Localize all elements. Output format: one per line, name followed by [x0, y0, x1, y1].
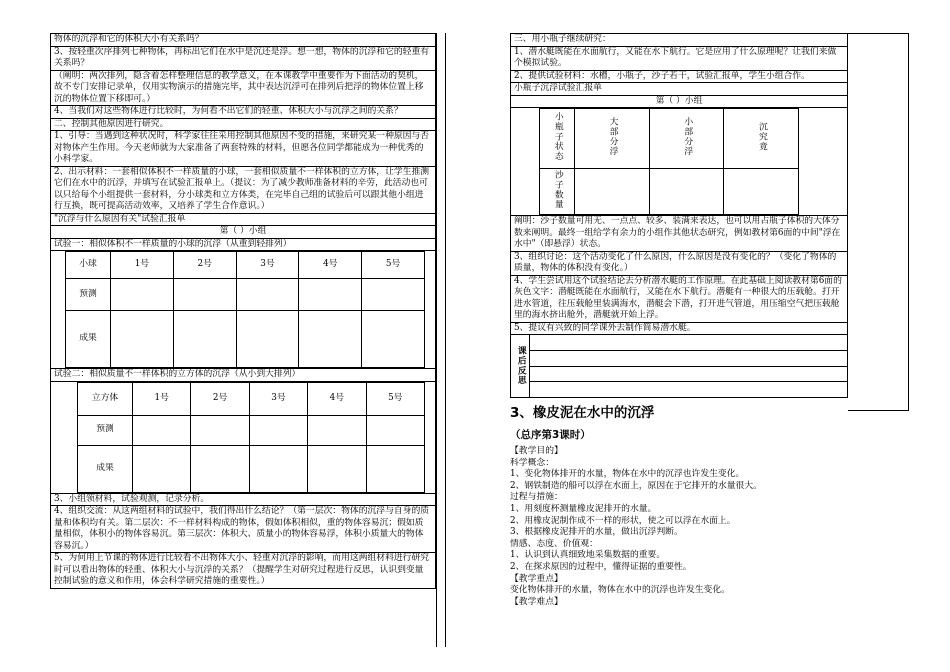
left-after-1: 4、组织交流：从这两组材料的试验中，我们得出什么结论？（第一层次：物体的沉浮与自身的质量和体积均有关。第二层次：不一样材料构成的物体，假如体积相似，重的物体容易沉；假如质量相似，体积小的物体容易沉。第三层次：体积大、质量小的物体容易浮，体积小质量大的物体容易沉。）: [50, 506, 436, 553]
t1-cell: [111, 279, 174, 311]
t3-head-1: [575, 109, 650, 169]
body-line: 【教学重点】: [510, 573, 563, 584]
lesson-subtitle: （总序第3课时）: [510, 429, 591, 441]
t1-head-2: 2号: [173, 252, 236, 279]
left-row-7: "沉浮与什么原因有关"试验汇报单: [50, 214, 436, 227]
right-margin-strip: [848, 33, 909, 411]
body-line: 1、用刻度杯测量橡皮泥排开的水量。: [510, 503, 657, 514]
right-row-0: 三、用小瓶子继续研究：: [510, 33, 848, 47]
t3-cell: [649, 169, 724, 215]
left-row-4: 二、控制其他原因进行研究。: [50, 119, 436, 132]
reflect-label: 课后反思: [515, 346, 526, 386]
left-column: [50, 33, 436, 589]
t2-cell: [133, 445, 191, 492]
t3-row-sand-text: 沙子数量: [552, 169, 563, 209]
table-bottle: [539, 108, 799, 215]
lesson-title: 3、橡皮泥在水中的沉浮: [510, 405, 655, 421]
t2-cell: [191, 445, 249, 492]
left-row-2: （阐明：两次排列，隐含着怎样整理信息的教学意义，在本课教学中重要作为下面活动的契机，故不专门安排记录单，仅用实物演示的措施完毕，其中表达沉浮可在排列后把浮的物体位置上移沉的物体位置下移即可。）: [50, 71, 436, 107]
t1-cell: [111, 311, 174, 368]
right-row-2: 2、提供试验材料：水槽，小瓶子，沙子若干，试验汇报单，学生小组合作。: [510, 71, 848, 84]
body-line: 2、在探求原因的过程中，懂得证据的重要性。: [510, 561, 692, 572]
left-row-1: 3、按轻重次序排列七种物体，再标出它们在水中是沉还是浮。想一想，物体的沉浮和它的轻重有关系吗？: [50, 47, 436, 71]
t2-cell: [366, 415, 424, 445]
reflect-label-cell: [511, 335, 530, 397]
t2-cell: [366, 445, 424, 492]
table-exp2: [77, 382, 425, 493]
t2-cell: [249, 415, 307, 445]
t1-head-5: 5号: [362, 252, 425, 279]
t1-head-1: 1号: [111, 252, 174, 279]
reflect-line: [530, 335, 847, 351]
left-after-2: 5、为何用上节课的物体进行比较看不出物体大小、轻重对沉浮的影响，而用这两组材料进行研究时可以看出物体的轻重、体积大小与沉浮的关系？（提醒学生对研究过程进行反思，认识到变量控制试验的意义和作用，体会科学研究措施的重要性。）: [50, 553, 436, 589]
left-row-3: 4、当我们对这些物体进行比较时，为何看不出它们的轻重、体积大小与沉浮之间的关系？: [50, 106, 436, 119]
left-row-9: 试验一：相似体积不一样质量的小球的沉浮（从重到轻排列）: [50, 239, 436, 252]
t3-head-3-text: 沉究竟: [756, 121, 767, 151]
t2-cell: [308, 415, 366, 445]
t3-head-2-text: 小部分浮: [682, 116, 693, 156]
right-after-0: 阐明：沙子数量可用无、一点点、较多、装满来表达，也可以用占瓶子体积的大体分数来阐明。最终一组给学有余力的小组作其他状态研究，例如教材第6面的中间"浮在水中"（即悬浮）状态。: [510, 216, 848, 252]
body-line: 3、根据橡皮泥排开的水量，做出沉浮判断。: [510, 527, 683, 538]
table-exp1: [65, 251, 425, 368]
table2-wrap: [50, 382, 436, 494]
body-line: 变化物体排开的水量，物体在水中的沉浮也许发生变化。: [510, 585, 730, 596]
t2-row-predict: 预测: [78, 415, 133, 445]
t2-head-0: 立方体: [78, 382, 133, 415]
left-row-8: 第（ ）小组: [50, 226, 436, 239]
body-line: 2、钢铁制造的船可以浮在水面上，原因在于它排开的水量很大。: [510, 480, 762, 491]
lesson-body: [510, 446, 848, 608]
t3-head-1-text: 大部分浮: [607, 116, 618, 156]
t3-cell: [575, 169, 650, 215]
body-line: 1、认识到认真细致地采集数据的重要。: [510, 550, 666, 561]
right-row-3: 小瓶子沉浮试验汇报单: [510, 83, 848, 96]
t1-cell: [236, 279, 299, 311]
t3-head-2: [649, 109, 724, 169]
left-exp2-title: 试验二：相似质量不一样体积的立方体的沉浮（从小到大排列）: [50, 369, 436, 382]
table3-wrap: [510, 108, 848, 216]
t1-row-result: 成果: [66, 311, 111, 368]
t2-cell: [249, 445, 307, 492]
t3-head-3: [724, 109, 799, 169]
right-after-1: 3、组织讨论：这个活动变化了什么原因，什么原因是没有变化的？（变化了物体的质量，物体的体积没有变化。）: [510, 252, 848, 276]
body-line: 科学概念：: [510, 457, 554, 468]
t1-cell: [173, 311, 236, 368]
right-column: [510, 33, 848, 608]
table1-wrap: [50, 251, 436, 369]
body-line: 2、用橡皮泥制作成不一样的形状，使之可以浮在水面上。: [510, 515, 736, 526]
body-line: 【教学难点】: [510, 596, 563, 607]
left-margin-strip: [436, 33, 446, 647]
t2-head-5: 5号: [366, 382, 424, 415]
t1-head-3: 3号: [236, 252, 299, 279]
t3-row-sand: [540, 169, 575, 215]
t2-head-3: 3号: [249, 382, 307, 415]
t2-cell: [133, 415, 191, 445]
t1-cell: [362, 279, 425, 311]
t1-head-0: 小球: [66, 252, 111, 279]
t3-head-0-text: 小瓶子状态: [552, 111, 563, 161]
t3-cell: [724, 169, 799, 215]
body-line: 【教学目的】: [510, 446, 563, 456]
reflect-line: [530, 351, 847, 367]
reflect-line: [530, 382, 847, 397]
body-line: 1、变化物体排开的水量，物体在水中的沉浮也许发生变化。: [510, 469, 745, 480]
t1-row-predict: 预测: [66, 279, 111, 311]
t1-cell: [236, 311, 299, 368]
t1-cell: [173, 279, 236, 311]
t2-cell: [191, 415, 249, 445]
t1-cell: [299, 279, 362, 311]
t2-row-result: 成果: [78, 445, 133, 492]
t2-head-1: 1号: [133, 382, 191, 415]
t2-cell: [308, 445, 366, 492]
right-row-1: 1、潜水艇既能在水面航行，又能在水下航行。它是应用了什么原理呢？让我们来做个模拟试验。: [510, 47, 848, 71]
t1-cell: [362, 311, 425, 368]
t3-head-0: [540, 109, 575, 169]
t1-cell: [299, 311, 362, 368]
left-row-5: 1、引导：当遇到这种状况时，科学家往往采用控制其他原因不变的措施，来研究某一种原因与否对物体产生作用。今天老师就为大家准备了两套特殊的材料，但愿各位同学都能成为一种优秀的小科学家。: [50, 131, 436, 167]
left-row-0: 物体的沉浮和它的体积大小有关系吗？: [50, 33, 436, 47]
reflect-line: [530, 367, 847, 383]
left-row-6: 2、出示材料：一套相似体积不一样质量的小球，一套相似质量不一样体积的立方体，让学生推测它们在水中的沉浮，并填写在试验汇报单上。（提议：为了减少教师准备材料的辛劳，此活动也可以只给每个小组提供一套材料，分小球类和立方体类，在完毕自己组的试验后可以跟其他小组进行互换，既可提高活动效率，又培养了学生合作意识。）: [50, 167, 436, 214]
t2-head-2: 2号: [191, 382, 249, 415]
body-line: 情感、态度、价值观：: [510, 538, 598, 549]
right-row-4: 第（ ）小组: [510, 96, 848, 109]
reflect-lines: [530, 335, 847, 397]
right-after-2: 4、学生尝试用这个试验结论去分析潜水艇的工作原理。在此基础上阅读教材第6面的灰色文字：潜艇既能在水面航行，又能在水下航行。潜艇有一种很大的压载舱。打开进水管道，往压载舱里装满海水，潜艇会下潜，打开进气管道，用压缩空气把压载舱里的海水挤出舱外，潜艇就开始上浮。: [510, 276, 848, 323]
reflect-box: [510, 335, 848, 398]
body-line: 过程与措施：: [510, 492, 563, 503]
t2-head-4: 4号: [308, 382, 366, 415]
right-after-3: 5、提议有兴致的同学课外去制作简易潜水艇。: [510, 323, 848, 336]
t1-head-4: 4号: [299, 252, 362, 279]
left-after-0: 3、小组领材料，试验观测，记录分析。: [50, 494, 436, 507]
